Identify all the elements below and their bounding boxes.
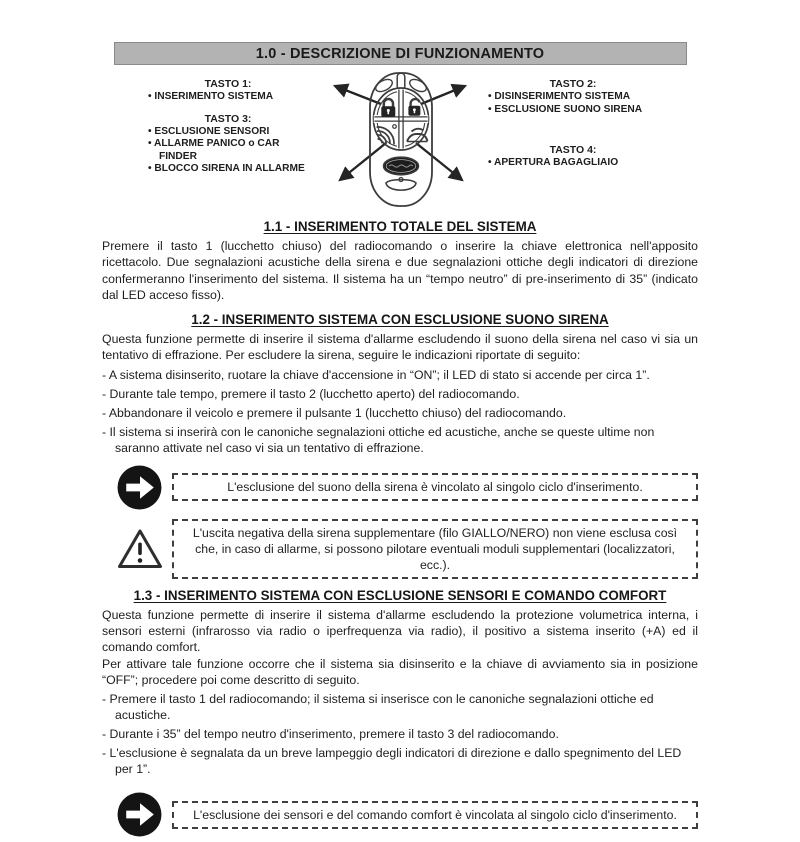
open-padlock-icon (408, 99, 420, 116)
label-tasto-4 (488, 144, 658, 170)
keyring-recess (386, 178, 416, 191)
label-tasto-1 (148, 78, 308, 104)
tasto-3-functions (148, 126, 308, 176)
remote-diagram-row (0, 70, 800, 210)
paragraph: Per attivare tale funzione occorre che il sistema sia disinserito e la chiave di avviamento sia in posizione “OFF”; procedere poi come descritto di seguito. (102, 656, 698, 687)
paragraph: Questa funzione permette di inserire il sistema d'allarme escludendo la protezione volumetrica interna, i sensori esterni (infrarosso via radio o iperfrequenza via radio), il positivo a sistema inserito (+A) ed il comando comfort. (102, 607, 698, 655)
section-heading-1-1: 1.1 - INSERIMENTO TOTALE DEL SISTEMA (263, 219, 537, 234)
tasto-1-title: TASTO 1: (204, 78, 252, 90)
tasto-4-functions (488, 157, 658, 170)
callout-text: L'uscita negativa della sirena supplementare (filo GIALLO/NERO) non viene esclusa così che, in caso di allarme, si possono pilotare eventuali moduli supplementari (localizzatori, ecc.). (172, 519, 698, 579)
instruction-step: - Il sistema si inserirà con le canoniche segnalazioni ottiche ed acustiche, anche se queste ultime non saranno attivate nel caso vi sia un tentativo di effrazione. (102, 424, 655, 455)
button-function: • APERTURA BAGAGLIAIO (488, 157, 658, 170)
section-1-2 (102, 312, 698, 456)
closed-padlock-icon (381, 99, 395, 117)
instruction-step: - Durante tale tempo, premere il tasto 2 (lucchetto aperto) del radiocomando. (102, 386, 520, 401)
instruction-step: - A sistema disinserito, ruotare la chiave d'accensione in “ON”; il LED di stato si accende per circa 1”. (102, 367, 650, 382)
warning-triangle-icon (116, 525, 163, 572)
section-header-bar (114, 42, 687, 65)
diagram-right-labels (476, 70, 716, 170)
instruction-step: - Abbandonare il veicolo e premere il pulsante 1 (lucchetto chiuso) del radiocomando. (102, 405, 567, 420)
manual-page (0, 42, 800, 842)
arrow-right-circle-icon (116, 791, 163, 838)
instruction-steps (102, 367, 698, 456)
warning-callout (116, 519, 698, 579)
button-function: • ALLARME PANICO o CAR FINDER (148, 138, 308, 163)
instruction-steps (102, 691, 698, 777)
button-function: • ESCLUSIONE SENSORI (148, 126, 308, 139)
arrow-right-circle-icon (116, 464, 163, 511)
brand-logo (384, 157, 419, 175)
callout-text: L'esclusione dei sensori e del comando comfort è vincolata al singolo ciclo d'inserimento. (172, 801, 698, 829)
siren-waves-icon (377, 125, 397, 145)
note-callout-2 (116, 791, 698, 838)
button-function: • BLOCCO SIRENA IN ALLARME (148, 163, 308, 176)
label-tasto-2 (488, 78, 658, 116)
button-function: • INSERIMENTO SISTEMA (148, 91, 308, 104)
paragraph: Questa funzione permette di inserire il sistema d'allarme escludendo il suono della sirena nel caso vi sia un tentativo di effrazione. Per escludere la sirena, seguire le indicazioni riportate di seguito: (102, 332, 698, 363)
button-function: • DISINSERIMENTO SISTEMA (488, 91, 658, 104)
tasto-4-title: TASTO 4: (549, 144, 597, 156)
section-1-1 (102, 219, 698, 303)
tasto-3-title: TASTO 3: (204, 112, 252, 125)
tasto-2-functions (488, 91, 658, 116)
section-heading-1-3: 1.3 - INSERIMENTO SISTEMA CON ESCLUSIONE SENSORI E COMANDO COMFORT (133, 587, 667, 603)
instruction-step: - Durante i 35” del tempo neutro d'inserimento, premere il tasto 3 del radiocomando. (102, 727, 559, 742)
tasto-1-functions (148, 91, 308, 104)
page-title: 1.0 - DESCRIZIONE DI FUNZIONAMENTO (255, 45, 545, 62)
paragraph: Premere il tasto 1 (lucchetto chiuso) del radiocomando o inserire la chiave elettronica nell'apposito ricettacolo. Due segnalazioni acustiche della sirena e due segnalazioni ottiche degli indicatori di direzione confermeranno l'inserimento del sistema. Il sistema ha un “tempo neutro” di pre-inserimento di 35” (indicato dal LED acceso fisso). (102, 239, 698, 302)
callout-text: L'esclusione del suono della sirena è vincolato al singolo ciclo d'inserimento. (172, 473, 698, 501)
button-function: • ESCLUSIONE SUONO SIRENA (488, 104, 658, 117)
section-1-3 (102, 588, 698, 777)
remote-control-illustration (324, 70, 476, 210)
section-heading-1-2: 1.2 - INSERIMENTO SISTEMA CON ESCLUSIONE SUONO SIRENA (191, 312, 609, 328)
remote-corner-left (374, 77, 395, 94)
instruction-step: - L'esclusione è segnalata da un breve lampeggio degli indicatori di direzione e dallo spegnimento del LED per 1”. (102, 746, 682, 777)
document-body (102, 219, 698, 838)
note-callout-1 (116, 464, 698, 511)
instruction-step: - Premere il tasto 1 del radiocomando; il sistema si inserisce con le canoniche segnalazioni ottiche ed acustiche. (102, 692, 654, 723)
label-tasto-3 (148, 113, 308, 176)
tasto-2-title: TASTO 2: (549, 78, 597, 90)
remote-corner-right (408, 77, 429, 94)
diagram-left-labels (84, 70, 324, 176)
cluster-cross-divider (374, 89, 428, 149)
